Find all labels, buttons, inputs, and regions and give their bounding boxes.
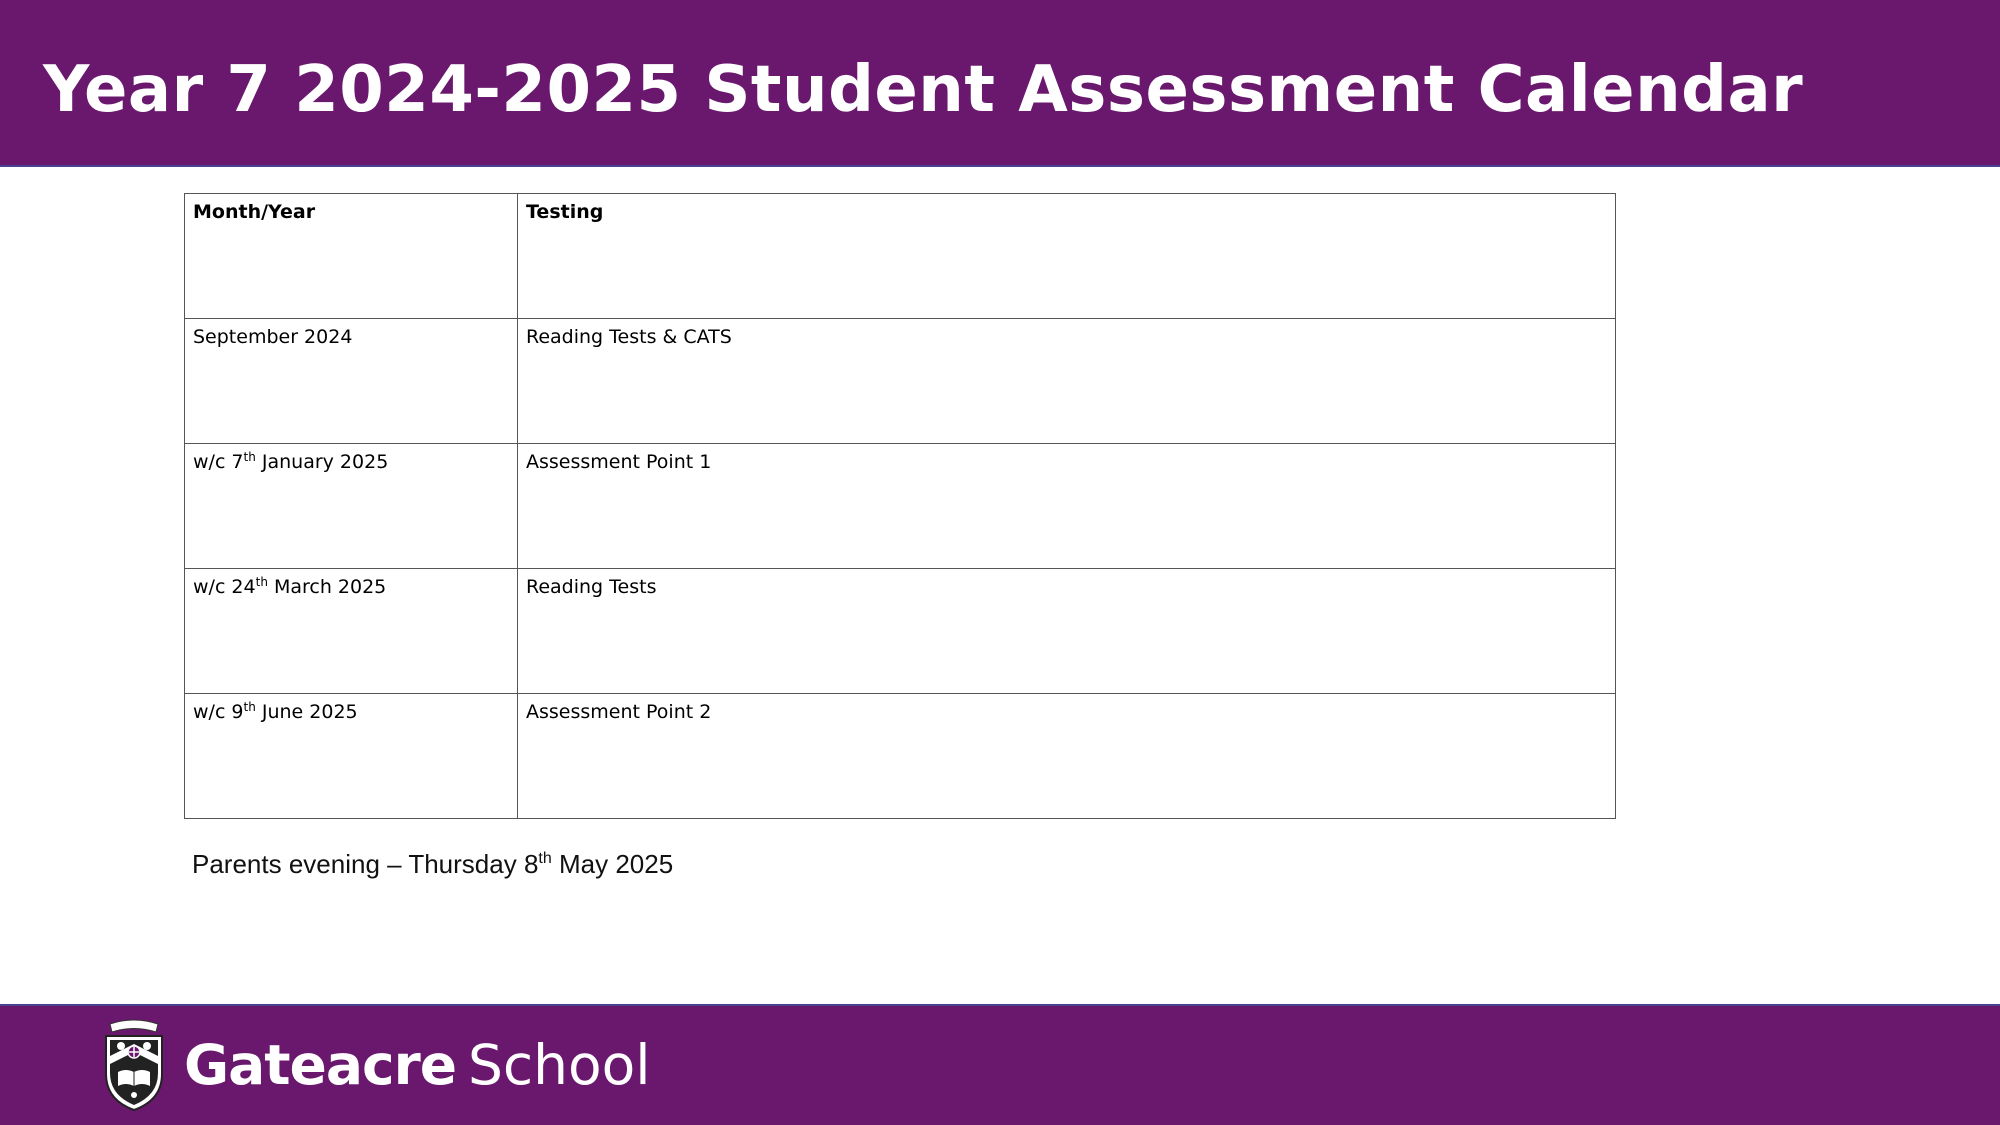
school-wordmark — [184, 1032, 651, 1098]
date-text-rest: June 2025 — [255, 701, 358, 723]
ordinal-suffix: th — [243, 450, 256, 464]
date-text: w/c 7 — [193, 451, 244, 473]
school-name-bold: Gateacre — [184, 1033, 456, 1097]
date-cell — [185, 569, 518, 694]
table-header-row — [185, 194, 1616, 319]
top-banner — [0, 0, 2000, 167]
ordinal-suffix: th — [243, 700, 256, 714]
table-row — [185, 319, 1616, 444]
school-crest-icon — [100, 1016, 168, 1112]
column-header-testing: Testing — [518, 194, 1616, 319]
school-name-light: School — [468, 1033, 651, 1097]
parents-evening-suffix: May 2025 — [551, 849, 674, 879]
date-cell — [185, 319, 518, 444]
table-row — [185, 569, 1616, 694]
assessment-table — [184, 193, 1616, 819]
table-row — [185, 444, 1616, 569]
date-text: September 2024 — [193, 326, 353, 348]
parents-evening-note — [192, 849, 673, 880]
parents-evening-prefix: Parents evening – Thursday 8 — [192, 849, 539, 879]
testing-cell: Reading Tests — [518, 569, 1616, 694]
testing-cell: Reading Tests & CATS — [518, 319, 1616, 444]
column-header-month-year: Month/Year — [185, 194, 518, 319]
date-text-rest: January 2025 — [255, 451, 389, 473]
date-text-rest: March 2025 — [267, 576, 387, 598]
testing-cell: Assessment Point 1 — [518, 444, 1616, 569]
date-text: w/c 24 — [193, 576, 256, 598]
date-cell — [185, 444, 518, 569]
table-row — [185, 694, 1616, 819]
page-title: Year 7 2024-2025 Student Assessment Calendar — [43, 53, 1804, 127]
date-text: w/c 9 — [193, 701, 244, 723]
ordinal-suffix: th — [538, 850, 552, 867]
testing-cell: Assessment Point 2 — [518, 694, 1616, 819]
ordinal-suffix: th — [255, 575, 268, 589]
date-cell — [185, 694, 518, 819]
